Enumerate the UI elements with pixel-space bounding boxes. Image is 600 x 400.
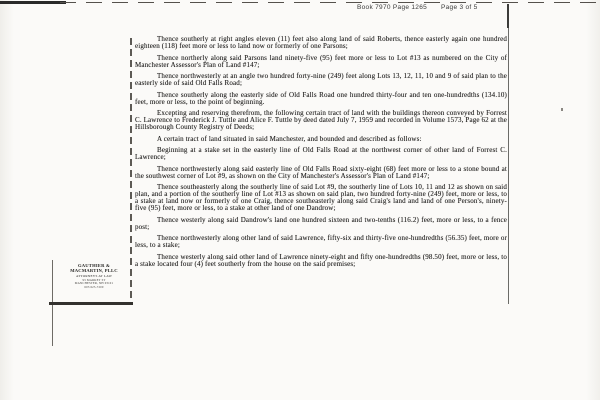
deed-paragraph: Thence westerly along said Dandrow's land one hundred sixteen and two-tenths (116.2) feet, more or less, to a fence post;: [135, 215, 507, 231]
stamp-underline-rule: [49, 302, 133, 305]
stamp-firm-name-line1: GAUTHIER &: [78, 263, 110, 268]
deed-paragraph: Thence southerly along the easterly side of Old Falls Road one hundred thirty-four and ten one-hundredths (134.10) feet, more or less, to the point of beginning.: [135, 90, 507, 106]
deed-paragraph: Thence northwesterly at an angle two hundred forty-nine (249) feet along Lots 13, 12, 11, 10 and 9 of said plan to the easterly side of said Old Falls Road;: [135, 72, 507, 87]
stamp-firm-name-line2: MACMARTIN, PLLC: [70, 267, 118, 273]
law-firm-stamp: [55, 264, 133, 289]
deed-paragraph: Thence northwesterly along said easterly line of Old Falls Road sixty-eight (68) feet more or less to a stone bound at the southwest corner of Lot #9, as shown on the City of Manchester's Assessor's Plan of Land #147;: [135, 164, 507, 180]
deed-paragraph: Thence southeasterly along the southerly line of said Lot #9, the southerly line of Lots 10, 11 and 12 as shown on said plan, and a portion of the southerly line of Lot #13 as shown on said plan, two hundred forty-nine (249) feet, more or less, to a stake at land now or formerly of one Craig, thence southeasterly along said Craig's land and land of one Person's, ninety-five (95) feet, more or less, to a stake at other land of one Dandrow;: [135, 183, 507, 212]
deed-paragraph: Thence northerly along said Parsons land ninety-five (95) feet more or less to Lot #13 as numbered on the City of Manchester Assessor's Plan of Land #147;: [135, 53, 507, 69]
deed-paragraph: Excepting and reserving therefrom, the following certain tract of land with the buildings thereon conveyed by Forrest C. Lawrence to Frederick J. Tuttle and Alice F. Tuttle by deed dated July 7, 1959 and recorded in Volume 1573, Page 62 at the Hillsborough County Registry of Deeds;: [135, 109, 507, 131]
deed-paragraph: Thence westerly along said other land of Lawrence ninety-eight and fifty one-hundredths (98.50) feet, more or less, to a stake located four (4) feet southerly from the house on the said premises;: [135, 252, 507, 268]
deed-paragraph: A certain tract of land situated in said Manchester, and bounded and described as follows:: [157, 134, 422, 143]
page-number-label: Page 3 of 5: [441, 4, 478, 11]
left-margin-line: [130, 38, 132, 302]
deed-body-text: [135, 36, 507, 272]
deed-paragraph: Beginning at a stake set in the easterly line of Old Falls Road at the northwest corner of other land of Forrest C. Lawrence;: [135, 146, 507, 161]
book-page-label: Book 7970 Page 1265: [357, 4, 428, 11]
stamp-address-line2: MANCHESTER, NH 03101: [74, 281, 114, 286]
stamp-title-line: ATTORNEYS AT LAW: [76, 274, 112, 279]
deed-paragraph: Thence northwesterly along other land of said Lawrence, fifty-six and thirty-five one-hundredths (56.35) feet, more or less, to a stake;: [135, 234, 507, 249]
right-margin-line: [508, 4, 509, 304]
right-margin-line-cap: [507, 4, 509, 28]
registry-header: [0, 3, 600, 15]
stamp-address-line1: 93 MARKET ST: [82, 277, 106, 282]
scan-speckle: [561, 108, 563, 111]
stamp-phone-line: 603 625-7200: [84, 284, 104, 289]
deed-paragraph: Thence southerly at right angles eleven (11) feet also along land of said Roberts, thence easterly again one hundred eighteen (118) feet more or less to land now or formerly of one Parsons;: [135, 35, 507, 50]
